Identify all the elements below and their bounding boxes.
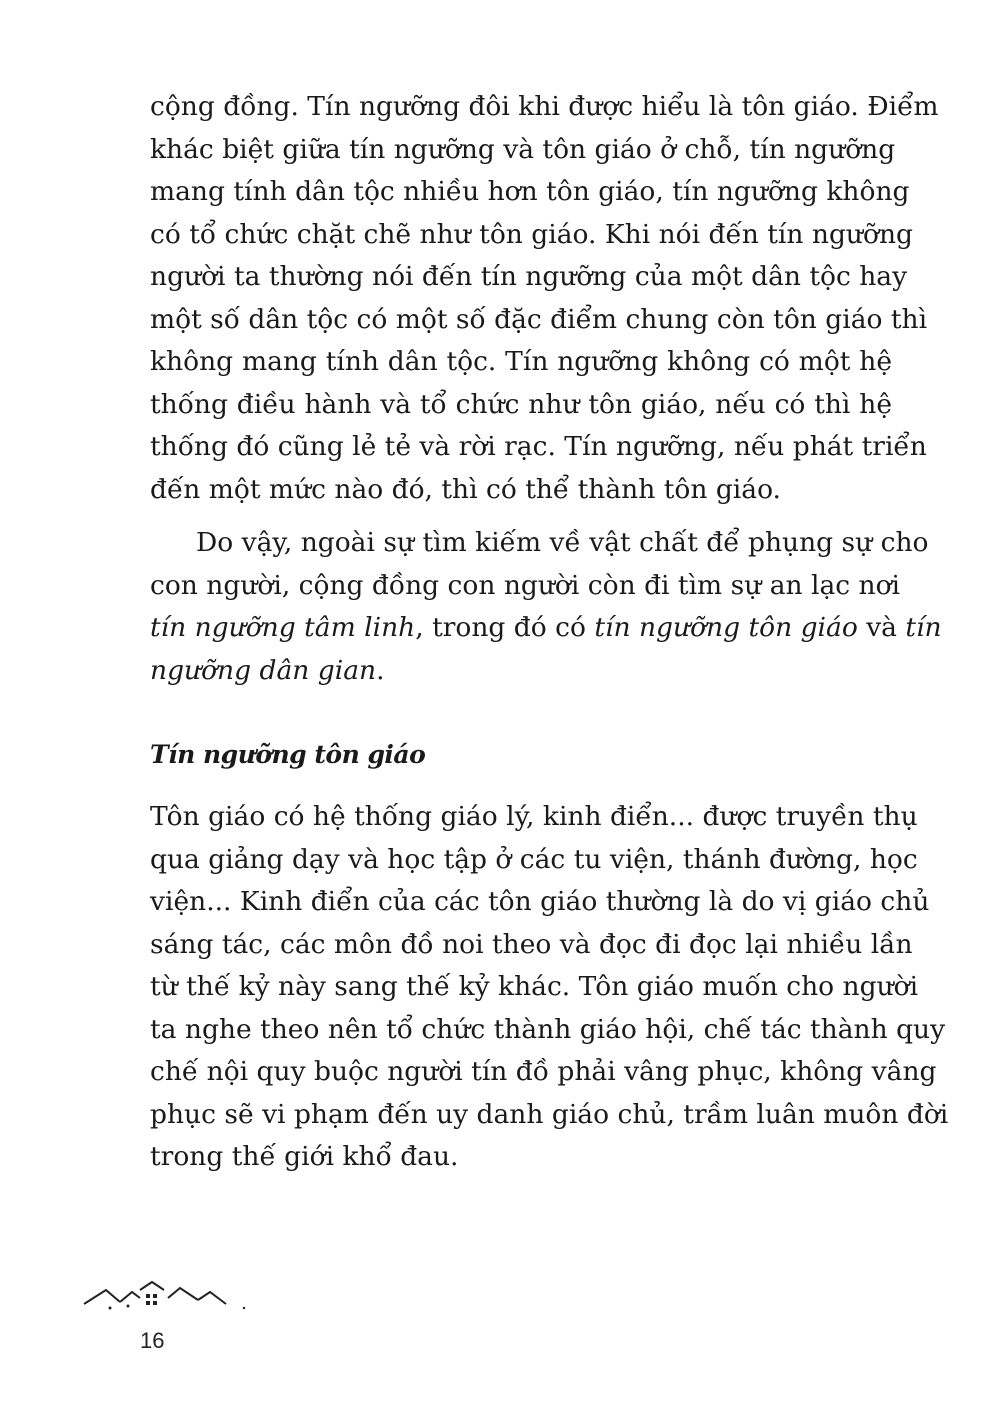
italic-term: tín ngưỡng tâm linh (150, 612, 416, 643)
page-number: 16 (140, 1328, 165, 1353)
text-line (150, 607, 942, 650)
text-run: và (857, 612, 906, 643)
text-line: không mang tính dân tộc. Tín ngưỡng không có một hệ (150, 346, 892, 377)
italic-term: tín (905, 612, 942, 643)
text-line: từ thế kỷ này sang thế kỷ khác. Tôn giáo muốn cho người (150, 971, 919, 1002)
text-run: , trong đó có (415, 612, 595, 643)
paragraph-2 (150, 522, 942, 692)
text-line: đến một mức nào đó, thì có thể thành tôn giáo. (150, 473, 781, 505)
text-line: chế nội quy buộc người tín đồ phải vâng phục, không vâng (150, 1056, 937, 1087)
text-line: sáng tác, các môn đồ noi theo và đọc đi đọc lại nhiều lần (150, 928, 913, 960)
text-line: viện... Kinh điển của các tôn giáo thường là do vị giáo chủ (150, 886, 930, 917)
text-line: khác biệt giữa tín ngưỡng và tôn giáo ở chỗ, tín ngưỡng (150, 133, 896, 165)
italic-term: tín ngưỡng tôn giáo (594, 612, 858, 643)
text-line: cộng đồng. Tín ngưỡng đôi khi được hiểu là tôn giáo. Điểm (150, 91, 939, 122)
text-line: phục sẽ vi phạm đến uy danh giáo chủ, trầm luân muôn đời (150, 1098, 949, 1130)
roof-ornament-icon (80, 1270, 250, 1320)
text-line: ta nghe theo nên tổ chức thành giáo hội, chế tác thành quy (150, 1013, 946, 1045)
text-line: trong thế giới khổ đau. (150, 1141, 459, 1172)
paragraph-1 (150, 86, 939, 511)
text-line: con người, cộng đồng con người còn đi tìm sự an lạc nơi (150, 569, 901, 601)
text-line: Do vậy, ngoài sự tìm kiếm về vật chất để phụng sự cho (196, 527, 929, 558)
text-line: có tổ chức chặt chẽ như tôn giáo. Khi nói đến tín ngưỡng (150, 218, 913, 250)
text-run: . (376, 654, 385, 686)
text-line: Tôn giáo có hệ thống giáo lý, kinh điển... được truyền thụ (150, 801, 918, 832)
text-line: thống đó cũng lẻ tẻ và rời rạc. Tín ngưỡng, nếu phát triển (150, 431, 927, 462)
text-line: thống điều hành và tổ chức như tôn giáo, nếu có thì hệ (150, 388, 892, 420)
section-heading: Tín ngưỡng tôn giáo (150, 740, 426, 769)
text-line: mang tính dân tộc nhiều hơn tôn giáo, tín ngưỡng không (150, 176, 910, 207)
text-line: qua giảng dạy và học tập ở các tu viện, thánh đường, học (150, 843, 918, 875)
text-line: một số dân tộc có một số đặc điểm chung còn tôn giáo thì (150, 303, 928, 335)
text-line (150, 650, 892, 693)
text-line: người ta thường nói đến tín ngưỡng của một dân tộc hay (150, 261, 908, 292)
italic-term: ngưỡng dân gian (150, 654, 377, 686)
paragraph-3 (150, 796, 949, 1179)
